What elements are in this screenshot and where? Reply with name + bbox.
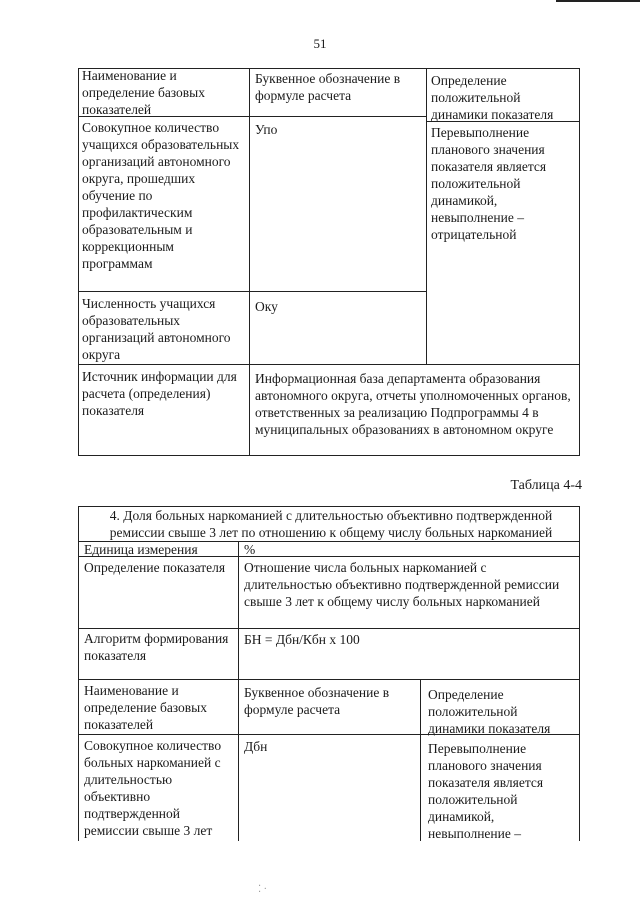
t1-dynamics: Перевыполнение планового значения показателя является положительной динамикой, невыполнение – отрицательной (431, 125, 547, 242)
t1-header-name: Наименование и определение базовых показателей (82, 68, 206, 117)
t2-header-dynamics: Определение положительной динамики показателя (428, 687, 551, 736)
t1-header-symbol: Буквенное обозначение в формуле расчета (255, 71, 401, 103)
table-caption: Таблица 4-4 (510, 478, 582, 493)
top-edge-line (556, 0, 640, 2)
t2-algorithm-label: Алгоритм формирования показателя (84, 631, 229, 663)
t1-col-line (249, 68, 250, 456)
t2-border-left (78, 506, 79, 841)
t1-header-dynamics: Определение положительной динамики показателя (431, 73, 554, 122)
t1-line (78, 291, 426, 292)
t1-row2-name: Численность учащихся образовательных организаций автономного округа (82, 296, 231, 362)
t1-row2-symbol: Оку (255, 299, 278, 314)
page-number: 51 (313, 36, 327, 51)
t2-definition-label: Определение показателя (84, 560, 226, 575)
t2-border-right (579, 506, 580, 841)
t2-line (78, 679, 580, 680)
t2-unit-value: % (244, 542, 256, 557)
t1-border-bottom (78, 455, 580, 456)
t1-col-line (426, 68, 427, 365)
scan-specks: ⁚ · (258, 884, 268, 895)
t1-source-value: Информационная база департамента образования автономного округа, отчеты уполномоченных органов, ответственных за реализацию Подпрограммы 4 в муниципальных образованиях в автономном округе (255, 371, 571, 437)
t2-row-symbol: Дбн (244, 739, 268, 754)
t2-row-dynamics: Перевыполнение планового значения показателя является положительной динамикой, невыполнение – (428, 741, 544, 841)
t1-row1-symbol: Упо (255, 122, 278, 137)
t2-header-name: Наименование и определение базовых показателей (84, 683, 208, 732)
t2-line (78, 628, 580, 629)
t2-unit-label: Единица измерения (84, 542, 198, 557)
t2-col-line (420, 679, 421, 841)
t1-row1-name: Совокупное количество учащихся образовательных организаций автономного округа, прошедших обучение по профилактическим образовательным и коррекционным программам (82, 120, 240, 271)
t2-header-symbol: Буквенное обозначение в формуле расчета (244, 685, 390, 717)
t1-source-label: Источник информации для расчета (определения) показателя (82, 369, 237, 418)
t2-title: 4. Доля больных наркоманией с длительностью объективно подтвержденной ремиссии свыше 3 лет по отношению к общему числу больных наркоманией (109, 508, 553, 540)
t2-definition-value: Отношение числа больных наркоманией с длительностью объективно подтвержденной ремиссии свыше 3 лет к общему числу больных наркоманией (244, 560, 560, 609)
t1-line (78, 364, 580, 365)
t1-border-right (579, 68, 580, 456)
t2-row-name: Совокупное количество больных наркоманией с длительностью объективно подтвержденной ремиссии свыше 3 лет (84, 738, 222, 838)
t1-border-left (78, 68, 79, 456)
t2-col-line (238, 541, 239, 841)
t2-algorithm-formula: БН = Дбн/Кбн х 100 (244, 632, 360, 647)
